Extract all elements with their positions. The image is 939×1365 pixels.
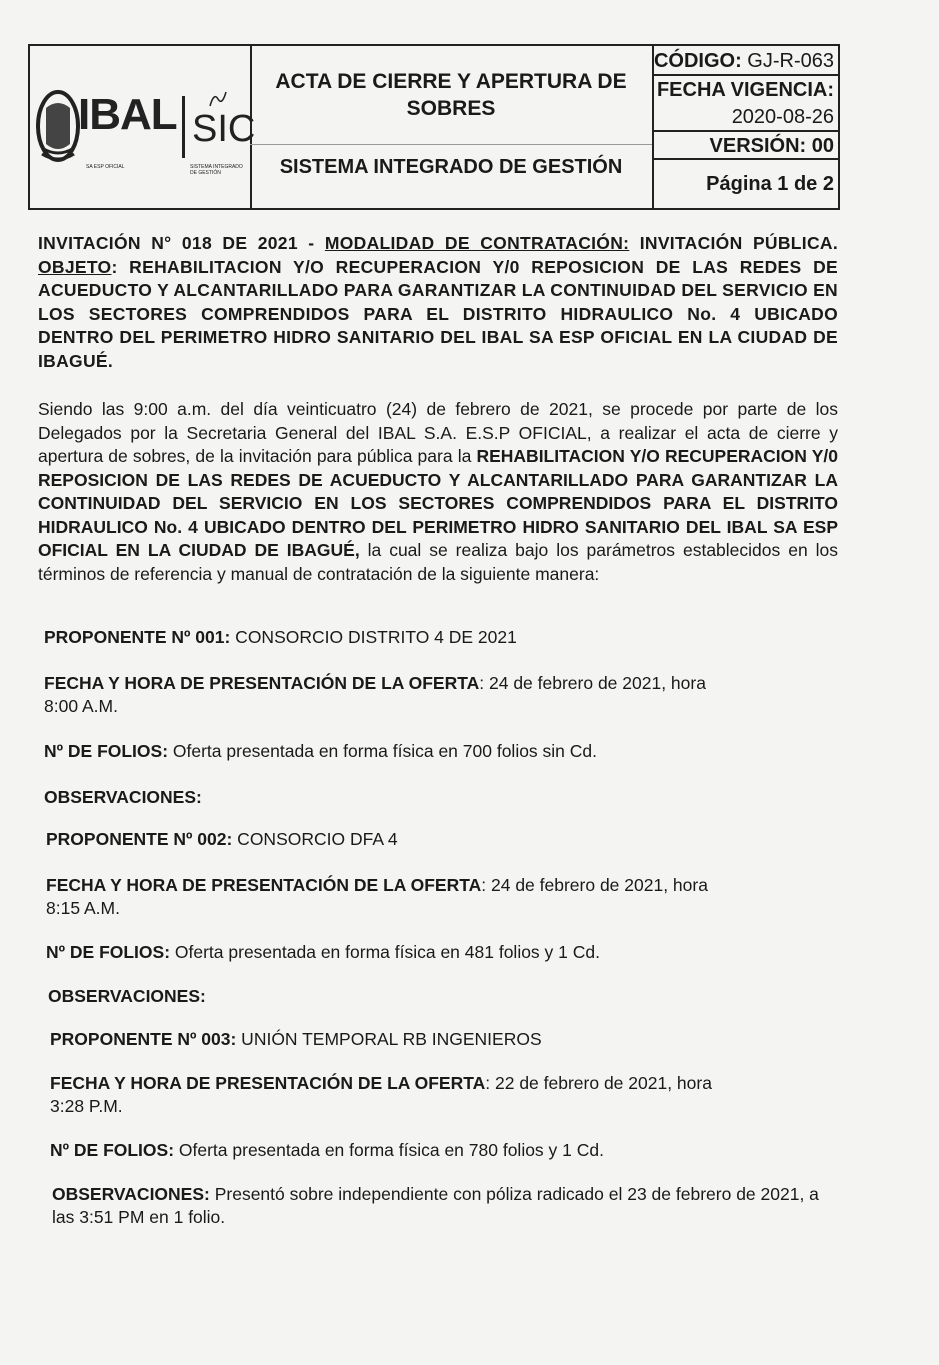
objeto-label: OBJETO: [38, 256, 112, 277]
proponente-label: PROPONENTE Nº: [50, 1029, 197, 1049]
folios-value: Oferta presentada en forma física en 780 folios y 1 Cd.: [174, 1140, 604, 1160]
sic-swirl-icon: [208, 90, 228, 108]
proponente-3-observaciones: [52, 1183, 832, 1229]
proponente-name: CONSORCIO DISTRITO 4 DE 2021: [230, 627, 517, 647]
logo-cell: [30, 46, 256, 208]
logo-sic-text: SIC: [192, 108, 256, 150]
fecha-hora-label: FECHA Y HORA DE PRESENTACIÓN DE LA OFERTA: [44, 673, 480, 693]
proponente-2-folios: [46, 941, 600, 964]
body-text-intro: Siendo las 9:00 a.m. del día veinticuatro (24) de febrero de 2021, se procede por parte de los Delegados por la Secretaria General del IBAL S.A. E.S.P OFICIAL, a realizar el acta de cierre y apertura de sobres, de la invitación para pública para la: [38, 399, 838, 466]
hora-value: 8:00 A.M.: [44, 696, 118, 716]
fecha-value: : 24 de febrero de 2021, hora: [481, 875, 708, 895]
invitation-number: INVITACIÓN N° 018 DE 2021 -: [38, 233, 325, 253]
folios-label: Nº DE FOLIOS:: [46, 942, 171, 962]
proponente-label: PROPONENTE Nº: [44, 627, 191, 647]
system-title: SISTEMA INTEGRADO DE GESTIÓN: [279, 156, 623, 178]
proponente-3-row: [50, 1028, 542, 1051]
proponente-3-fecha: [50, 1072, 840, 1118]
hora-value: 8:15 A.M.: [46, 898, 120, 918]
proponente-number: 001:: [190, 627, 231, 647]
proponente-2-observaciones: [48, 985, 206, 1008]
fecha-hora-label: FECHA Y HORA DE PRESENTACIÓN DE LA OFERTA: [50, 1073, 486, 1093]
fecha-vigencia-row: [652, 76, 838, 132]
observaciones-label: OBSERVACIONES:: [52, 1184, 210, 1204]
proponente-1-observaciones: [44, 786, 202, 809]
invitation-paragraph: [38, 232, 838, 373]
fecha-value: : 22 de febrero de 2021, hora: [485, 1073, 712, 1093]
body-paragraph: [38, 398, 838, 586]
observaciones-label: OBSERVACIONES:: [48, 986, 206, 1006]
fecha-value: : 24 de febrero de 2021, hora: [479, 673, 706, 693]
modalidad-label: MODALIDAD DE CONTRATACIÓN:: [324, 233, 630, 253]
observaciones-value: Presentó sobre independiente con póliza radicado el 23 de febrero de 2021, a las 3:51 PM en 1 folio.: [52, 1184, 819, 1227]
folios-label: Nº DE FOLIOS:: [50, 1140, 175, 1160]
proponente-number: 002:: [192, 829, 233, 849]
codigo-row: [652, 46, 838, 76]
title-divider: [250, 144, 652, 145]
proponente-2-fecha: [46, 874, 836, 920]
hora-value: 3:28 P.M.: [50, 1096, 123, 1116]
ibal-emblem-icon: [36, 88, 80, 168]
title-cell: [250, 46, 654, 208]
metadata-cell: [652, 46, 838, 208]
folios-value: Oferta presentada en forma física en 481 folios y 1 Cd.: [170, 942, 600, 962]
objeto-value: : REHABILITACION Y/O RECUPERACION Y/0 REPOSICION DE LAS REDES DE ACUEDUCTO Y ALCANTARILLADO PARA GARANTIZAR LA CONTINUIDAD DEL SERVICIO EN LOS SECTORES COMPRENDIDOS PARA EL DISTRITO HIDRAULICO No. 4 UBICADO DENTRO DEL PERIMETRO HIDRO SANITARIO DEL IBAL SA ESP OFICIAL EN LA CIUDAD DE IBAGUÉ.: [38, 256, 838, 371]
document-title: ACTA DE CIERRE Y APERTURA DE SOBRES: [275, 70, 627, 120]
modalidad-value: INVITACIÓN PÚBLICA.: [629, 233, 838, 253]
proponente-name: CONSORCIO DFA 4: [232, 829, 398, 849]
fecha-vigencia-value: 2020-08-26: [731, 106, 834, 128]
proponente-3-folios: [50, 1139, 604, 1162]
folios-label: Nº DE FOLIOS:: [44, 741, 169, 761]
page-number: Página 1 de 2: [706, 173, 834, 195]
proponente-1-fecha: [44, 672, 834, 718]
body-text-object: REHABILITACION Y/O RECUPERACION Y/0 REPOSICION DE LAS REDES DE ACUEDUCTO Y ALCANTARILLADO PARA GARANTIZAR LA CONTINUIDAD DEL SERVICIO EN LOS SECTORES COMPRENDIDOS PARA EL DISTRITO HIDRAULICO No. 4 UBICADO DENTRO DEL PERIMETRO HIDRO SANITARIO DEL IBAL SA ESP OFICIAL EN LA CIUDAD DE IBAGUÉ,: [38, 446, 838, 560]
ibal-sic-logo: [36, 86, 256, 176]
proponente-1-folios: [44, 740, 597, 763]
logo-subtitle-left: SA ESP OFICIAL: [86, 164, 125, 170]
fecha-vigencia-label: FECHA VIGENCIA:: [656, 79, 834, 101]
proponente-2-row: [46, 828, 398, 851]
fecha-hora-label: FECHA Y HORA DE PRESENTACIÓN DE LA OFERTA: [46, 875, 482, 895]
proponente-number: 003:: [196, 1029, 237, 1049]
codigo-value: GJ-R-063: [747, 50, 834, 72]
observaciones-label: OBSERVACIONES:: [44, 787, 202, 807]
version-row: VERSIÓN: 00: [652, 132, 838, 160]
body-text-closing: la cual se realiza bajo los parámetros establecidos en los términos de referencia y manual de contratación de la siguiente manera:: [38, 540, 838, 584]
logo-ibal-text: IBAL: [78, 90, 177, 139]
proponente-name: UNIÓN TEMPORAL RB INGENIEROS: [236, 1029, 542, 1049]
codigo-label: CÓDIGO:: [653, 50, 742, 72]
proponente-label: PROPONENTE Nº: [46, 829, 193, 849]
document-header-table: [28, 44, 840, 210]
proponente-1-row: [44, 626, 517, 649]
logo-divider: [182, 96, 185, 158]
logo-subtitle-right: SISTEMA INTEGRADO DE GESTIÓN: [190, 164, 243, 176]
folios-value: Oferta presentada en forma física en 700 folios sin Cd.: [168, 741, 598, 761]
